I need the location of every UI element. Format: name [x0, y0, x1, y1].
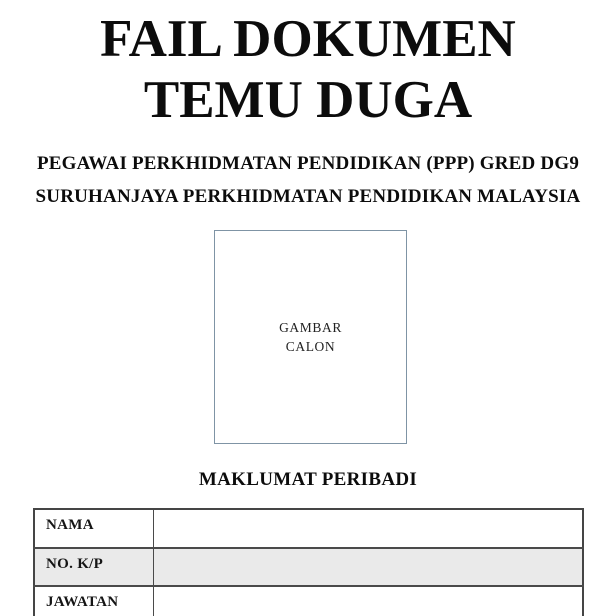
section-heading-personal-info: MAKLUMAT PERIBADI [198, 469, 418, 490]
table-row-jawatan [34, 586, 583, 616]
title-line-1: FAIL DOKUMEN [100, 10, 516, 68]
photo-label-line-1: GAMBAR [279, 320, 342, 335]
subtitle-position-grade: PEGAWAI PERKHIDMATAN PENDIDIKAN (PPP) GRED DG9 [36, 153, 580, 174]
photo-label-line-2: CALON [285, 339, 336, 354]
photo-placeholder-label [279, 318, 342, 356]
row-value-no-kp[interactable] [153, 548, 583, 586]
table-row-no-kp [34, 548, 583, 586]
table-row-nama [34, 509, 583, 548]
row-label-nama: NAMA [34, 509, 153, 548]
row-value-jawatan[interactable] [153, 586, 583, 616]
subtitle-commission: SURUHANJAYA PERKHIDMATAN PENDIDIKAN MALAYSIA [35, 186, 581, 207]
title-line-2: TEMU DUGA [143, 71, 473, 129]
row-label-no-kp: NO. K/P [34, 548, 153, 586]
row-value-nama[interactable] [153, 509, 583, 548]
candidate-photo-box [214, 230, 407, 444]
personal-info-table [33, 508, 584, 616]
document-title [0, 9, 616, 131]
row-label-jawatan: JAWATAN [34, 586, 153, 616]
